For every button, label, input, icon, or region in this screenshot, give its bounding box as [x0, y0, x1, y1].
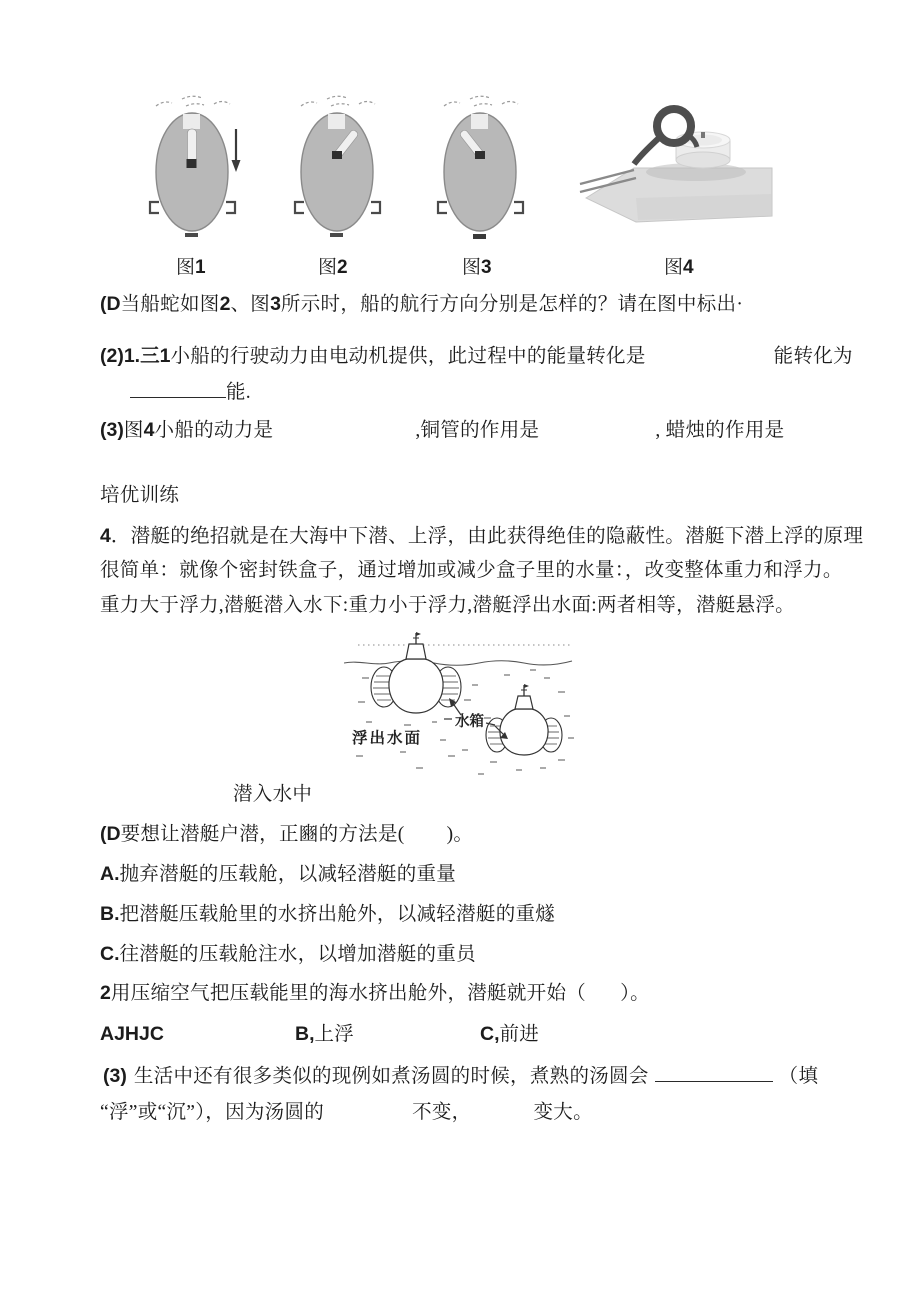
- q1-line4-text1: 图: [123, 420, 144, 441]
- option-c-text: 往潜艇的压载舱注水，以增加潜艇的重员: [119, 944, 476, 965]
- q1-line2: [100, 344, 853, 369]
- section-title: 培优训练: [100, 485, 180, 506]
- figure4-label-num: 4: [683, 257, 694, 278]
- q4-3-text5: 变大。: [533, 1102, 593, 1123]
- blank-underline: [130, 383, 226, 398]
- q4-2-option-c: [480, 1022, 539, 1047]
- q1-line4-text2: 小船的动力是: [154, 420, 274, 441]
- figure4-label-char: 图: [664, 257, 684, 278]
- blank-underline: [655, 1067, 773, 1082]
- figure3-label: [462, 252, 492, 279]
- q1-line1-text3: 所示时，船的航行方向分别是怎样的？请在图中标出·: [280, 294, 744, 315]
- q4-number: 4: [100, 525, 111, 547]
- q1-line3-text: 能.: [226, 382, 251, 403]
- q1-line3: [130, 381, 251, 405]
- q4-1-text2: )。: [446, 824, 474, 845]
- tank-label: 水箱: [455, 714, 484, 730]
- q1-line1-text2: 、图: [230, 294, 271, 315]
- q1-line1: [100, 292, 743, 317]
- q4-3-text3: “浮”或“沉”），因为汤圆的: [100, 1102, 325, 1123]
- q4-2-marker: 2: [100, 982, 111, 1004]
- q1-line4: [100, 418, 784, 443]
- option-b-letter: B,: [295, 1023, 315, 1045]
- figure1-container: [140, 92, 250, 247]
- q1-line1-num3: 3: [270, 293, 281, 315]
- option-c-text: 前进: [499, 1024, 540, 1045]
- q1-line4-marker: (3): [100, 419, 124, 441]
- q4-1-option-b: [100, 902, 555, 927]
- option-b-text: 把潜艇压载舱里的水挤出舱外，以减轻潜艇的重燧: [119, 904, 556, 925]
- q4-3-line1: [103, 1064, 818, 1089]
- boat-rudder-right-icon: [285, 92, 395, 242]
- q4-intro-text1: 潜艇的绝招就是在大海中下潜、上浮，由此获得绝佳的隐蔽性。潜艇下潜上浮的原理: [130, 526, 864, 547]
- q4-intro-line2: 很简单：就像个密封铁盒子，通过增加或减少盒子里的水量：，改变整体重力和浮力。: [100, 560, 843, 581]
- q4-1-text1: 要想让潜艇户潜，正豳的方法是(: [120, 824, 405, 845]
- q4-1-marker: (D: [100, 823, 121, 845]
- figure1-label-num: 1: [195, 257, 206, 278]
- option-a-text: 抛弃潜艇的压载舱，以减轻潜艇的重量: [119, 864, 457, 885]
- q1-line1-text1: 当船蛇如图: [120, 294, 220, 315]
- pop-pop-candle-boat-icon: [576, 98, 776, 233]
- boat-rudder-left-icon: [428, 92, 538, 242]
- figure3-label-char: 图: [462, 257, 482, 278]
- q1-line1-num2: 2: [219, 293, 231, 315]
- surfaced-label: 浮出水面: [352, 730, 423, 747]
- q4-3-text1: 生活中还有很多类似的现例如煮汤圆的时候，煮熟的汤圆会: [133, 1066, 649, 1087]
- boat-rudder-straight-icon: [140, 92, 250, 242]
- option-a-letter: A.: [100, 863, 120, 885]
- q4-3-line2: [100, 1101, 593, 1125]
- q4-intro-line1: [100, 524, 863, 549]
- q4-2-stem: [100, 981, 650, 1006]
- submarine-diagram-container: [344, 630, 574, 783]
- figure2-container: [285, 92, 395, 247]
- q4-1-option-a: [100, 862, 456, 887]
- option-c-letter: C,: [480, 1023, 500, 1045]
- q4-1-option-c: [100, 942, 476, 967]
- q4-intro-line3: 重力大于浮力,潜艇潜入水下:重力小于浮力,潜艇浮出水面:两者相等，潜艇悬浮。: [100, 595, 795, 616]
- q1-line1-marker: (D: [100, 293, 121, 315]
- figure2-label: [318, 252, 348, 279]
- submerged-caption: 潜入水中: [233, 784, 313, 805]
- q4-1-stem: [100, 822, 473, 847]
- q4-3-marker: (3): [103, 1065, 127, 1087]
- option-c-letter: C.: [100, 943, 120, 965]
- q4-3-text2: （填: [778, 1066, 819, 1087]
- figure4-label: [664, 252, 694, 279]
- figure4-container: [576, 98, 776, 238]
- figure2-label-char: 图: [318, 257, 338, 278]
- figure1-label: [176, 252, 206, 279]
- option-b-letter: B.: [100, 903, 120, 925]
- figure2-label-num: 2: [337, 257, 348, 278]
- q1-line2-text2: 能转化为: [773, 346, 853, 367]
- q1-line4-text4: , 蜡烛的作用是: [655, 420, 785, 441]
- figure3-container: [428, 92, 538, 247]
- q1-line2-marker: (2)1.三1: [100, 345, 171, 367]
- q4-3-text4: 不变，: [412, 1102, 472, 1123]
- q4-2-text1: 用压缩空气把压载能里的海水挤出舱外，潜艇就开始（: [110, 983, 587, 1004]
- q4-dot: ．: [110, 526, 131, 547]
- submarine-buoyancy-diagram-icon: [344, 630, 574, 778]
- q1-line2-text1: 小船的行驶动力由电动机提供，此过程中的能量转化是: [170, 346, 646, 367]
- q1-line4-num: 4: [143, 419, 155, 441]
- figure1-label-char: 图: [176, 257, 196, 278]
- option-b-text: 上浮: [314, 1024, 355, 1045]
- q1-line4-text3: ,铜管的作用是: [415, 420, 540, 441]
- figure3-label-num: 3: [481, 257, 492, 278]
- q4-2-option-b: [295, 1022, 354, 1047]
- q4-2-text2: ）。: [620, 983, 650, 1004]
- q4-2-option-a: AJHJC: [100, 1023, 164, 1045]
